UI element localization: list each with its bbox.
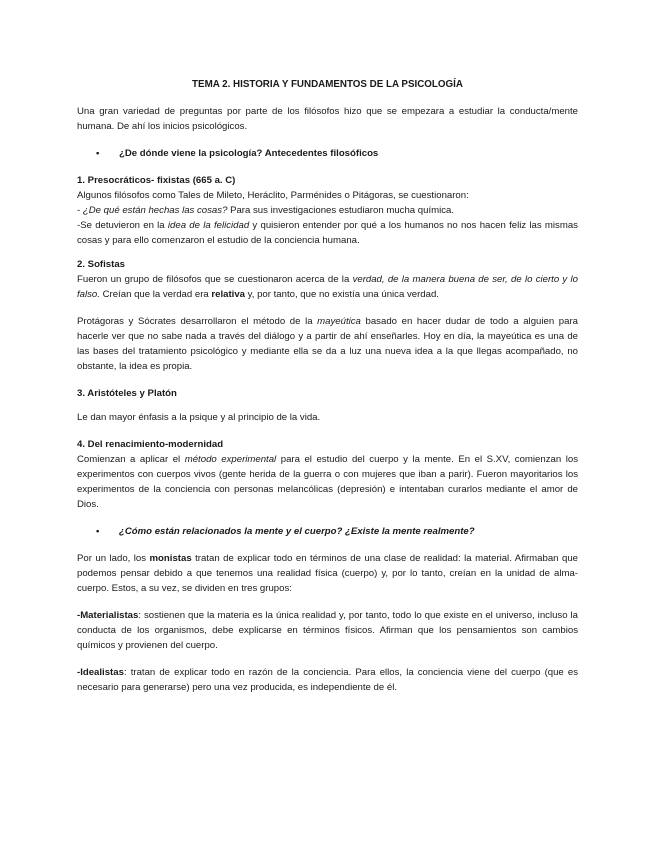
section-heading: 3. Aristóteles y Platón <box>77 388 177 399</box>
section-presocraticos <box>77 173 578 248</box>
section-heading: 2. Sofistas <box>77 259 125 270</box>
paragraph: Fueron un grupo de filósofos que se cuestionaron acerca de la verdad, de la manera buena de ser, de lo cierto y lo falso. Creían que la verdad era relativa y, por tanto, que no existía una única verdad. <box>77 274 578 300</box>
section-heading: 1. Presocráticos- fixistas (665 a. C) <box>77 175 236 186</box>
paragraph: Le dan mayor énfasis a la psique y al principio de la vida. <box>77 412 321 423</box>
section-sofistas <box>77 257 578 374</box>
intro-paragraph: Una gran variedad de preguntas por parte de los filósofos hizo que se empezara a estudiar la conducta/mente humana. De ahí los inicios psicológicos. <box>77 106 578 132</box>
bullet-text: ¿Cómo están relacionados la mente y el cuerpo? ¿Existe la mente realmente? <box>119 526 475 537</box>
section-renacimiento <box>77 437 578 512</box>
page-title: TEMA 2. HISTORIA Y FUNDAMENTOS DE LA PSICOLOGÍA <box>192 79 463 90</box>
materialistas-paragraph: -Materialistas: sostienen que la materia es la única realidad y, por tanto, todo lo que existe en el universo, incluso la conducta de los organismos, debe explicarse en términos físicos. Afirman que los pensamientos son cambios químicos y provienen del cuerpo. <box>77 610 578 651</box>
bullet-question-origins <box>77 146 578 161</box>
bullet-dot-icon: • <box>96 526 100 537</box>
paragraph: Protágoras y Sócrates desarrollaron el método de la mayeútica basado en hacer dudar de todo a alguien para hacerle ver que no sabe nada a través del diálogo y a partir de ahí enseñarles. Hoy en día, la mayeútica es una de las bases del tratamiento psicológico y mediante ella se da a luz una nueva idea a la que llegas acompañado, no obstante, la idea es propia. <box>77 316 578 372</box>
bullet-text: ¿De dónde viene la psicología? Antecedentes filosóficos <box>119 148 379 159</box>
monistas-paragraph: Por un lado, los monistas tratan de explicar todo en términos de una clase de realidad: la material. Afirmaban que podemos pensar debido a que tenemos una realidad física (cuerpo) y, por lo tanto, creían en la unidad de alma-cuerpo. Estos, a su vez, se dividen en tres grupos: <box>77 553 578 594</box>
section-heading: 4. Del renacimiento-modernidad <box>77 439 224 450</box>
paragraph: - ¿De qué están hechas las cosas? Para sus investigaciones estudiaron mucha química. <box>77 205 455 216</box>
paragraph: Comienzan a aplicar el método experimental para el estudio del cuerpo y la mente. En el S.XV, comienzan los experimentos con cuerpos vivos (gente herida de la guerra o con mujeres que iban a parir). Fueron mayoritarios los experimentos de la conciencia con personas melancólicas (depresión) e intentaban curarlos mediante el amor de Dios. <box>77 454 578 510</box>
bullet-dot-icon: • <box>96 148 100 159</box>
section-aristoteles <box>77 386 578 425</box>
paragraph: -Se detuvieron en la idea de la felicidad y quisieron entender por qué a los humanos no nos hacen feliz las mismas cosas y para ello comenzaron el estudio de la conciencia humana. <box>77 220 578 246</box>
idealistas-paragraph: -Idealistas: tratan de explicar todo en razón de la conciencia. Para ellos, la conciencia viene del cuerpo (que es necesario para generarse) pero una vez producida, es independiente de él. <box>77 667 578 693</box>
paragraph: Algunos filósofos como Tales de Mileto, Heráclito, Parménides o Pitágoras, se cuestionaron: <box>77 190 469 201</box>
document-body <box>77 77 578 695</box>
bullet-question-mind-body <box>77 524 578 539</box>
